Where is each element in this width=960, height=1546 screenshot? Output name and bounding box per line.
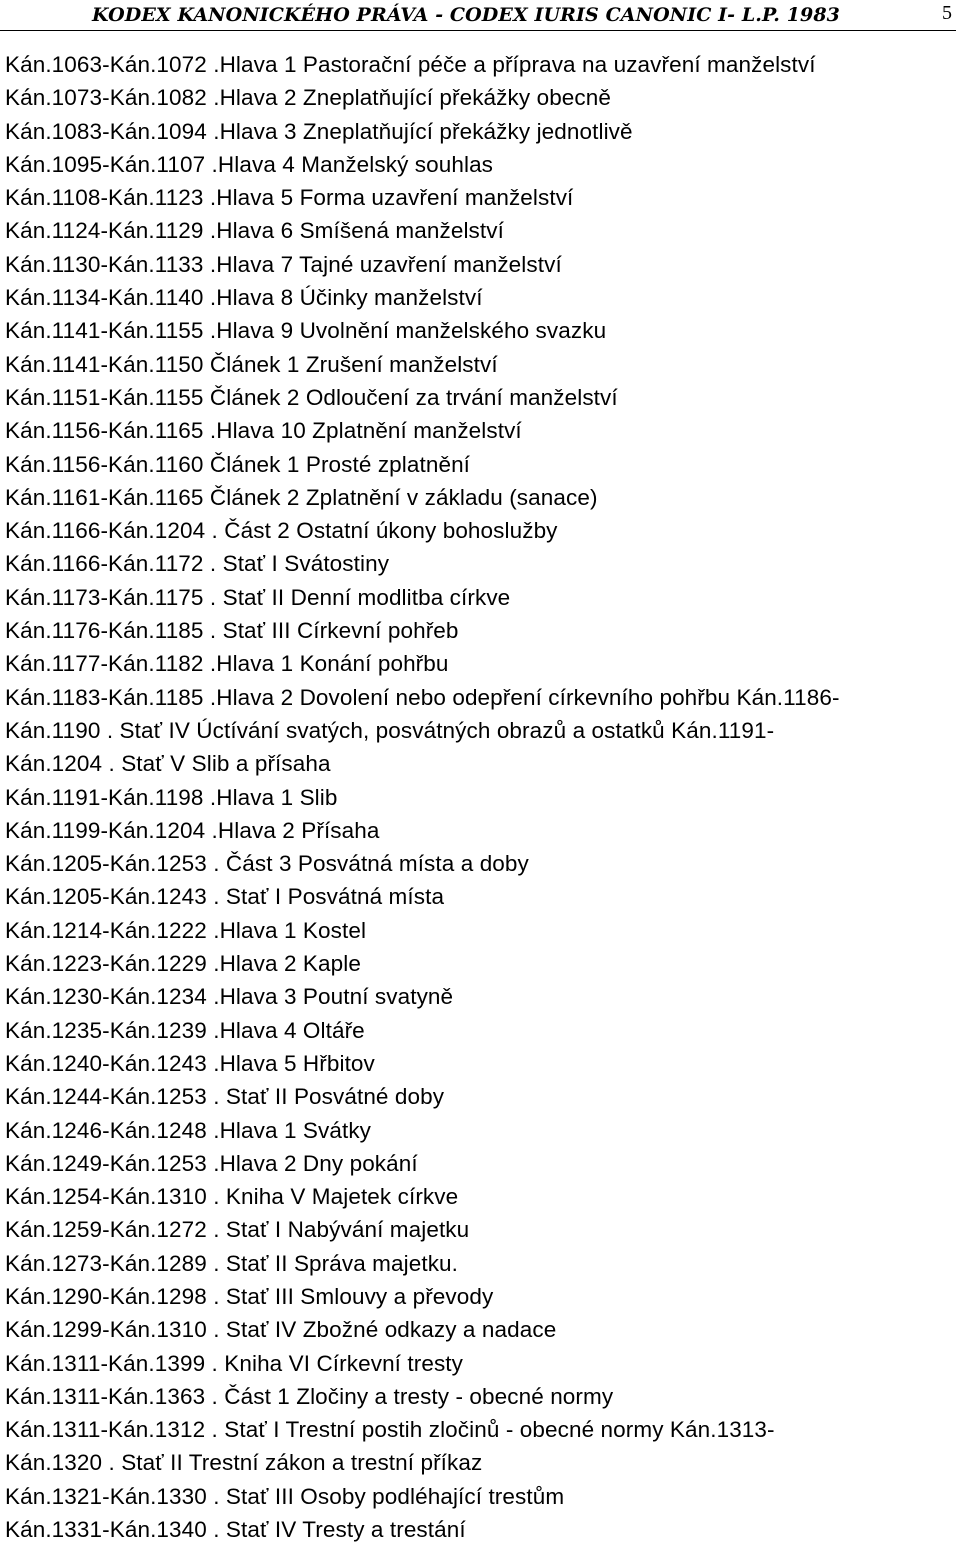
toc-line: Kán.1290-Kán.1298 . Stať III Smlouvy a převody [5,1283,494,1309]
page-header [0,0,956,31]
toc-line: Kán.1130-Kán.1133 .Hlava 7 Tajné uzavření manželství [5,251,562,277]
toc-line: Kán.1235-Kán.1239 .Hlava 4 Oltáře [5,1017,365,1043]
toc-line: Kán.1321-Kán.1330 . Stať III Osoby podléhající trestům [5,1483,565,1509]
toc-line: Kán.1214-Kán.1222 .Hlava 1 Kostel [5,917,367,943]
toc-line: Kán.1223-Kán.1229 .Hlava 2 Kaple [5,951,361,977]
toc-line: Kán.1141-Kán.1155 .Hlava 9 Uvolnění manželského svazku [5,318,607,344]
toc-line: Kán.1320 . Stať II Trestní zákon a trestní příkaz [5,1450,483,1476]
toc-line: Kán.1191-Kán.1198 .Hlava 1 Slib [5,784,338,810]
toc-line: Kán.1108-Kán.1123 .Hlava 5 Forma uzavření manželství [5,185,574,211]
toc-line: Kán.1173-Kán.1175 . Stať II Denní modlitba církve [5,584,511,610]
toc-line: Kán.1156-Kán.1165 .Hlava 10 Zplatnění manželství [5,418,522,444]
toc-line: Kán.1254-Kán.1310 . Kniha V Majetek církve [5,1184,459,1210]
toc-line: Kán.1249-Kán.1253 .Hlava 2 Dny pokání [5,1150,418,1176]
toc-line: Kán.1063-Kán.1072 .Hlava 1 Pastorační péče a příprava na uzavření manželství [5,52,816,77]
toc-line: Kán.1244-Kán.1253 . Stať II Posvátné doby [5,1084,445,1110]
toc-line: Kán.1204 . Stať V Slib a přísaha [5,751,331,777]
toc-line: Kán.1176-Kán.1185 . Stať III Církevní pohřeb [5,618,459,644]
toc-line: Kán.1134-Kán.1140 .Hlava 8 Účinky manželství [5,285,483,311]
toc-line: Kán.1240-Kán.1243 .Hlava 5 Hřbitov [5,1050,375,1076]
toc-line: Kán.1177-Kán.1182 .Hlava 1 Konání pohřbu [5,651,449,677]
toc-line: Kán.1259-Kán.1272 . Stať I Nabývání majetku [5,1217,470,1243]
toc-line: Kán.1166-Kán.1204 . Část 2 Ostatní úkony bohoslužby [5,518,558,544]
toc-line: Kán.1141-Kán.1150 Článek 1 Zrušení manželství [5,351,498,377]
toc-line: Kán.1299-Kán.1310 . Stať IV Zbožné odkazy a nadace [5,1317,557,1343]
toc-line: Kán.1166-Kán.1172 . Stať I Svátostiny [5,551,390,577]
page-number: 5 [942,2,952,24]
toc-line: Kán.1205-Kán.1253 . Část 3 Posvátná místa a doby [5,851,529,877]
toc-line: Kán.1311-Kán.1363 . Část 1 Zločiny a tresty - obecné normy [5,1383,614,1409]
toc-line: Kán.1073-Kán.1082 .Hlava 2 Zneplatňující překážky obecně [5,85,611,111]
toc-line: Kán.1205-Kán.1243 . Stať I Posvátná místa [5,884,445,910]
toc-line: Kán.1331-Kán.1340 . Stať IV Tresty a trestání [5,1517,466,1543]
toc-line: Kán.1246-Kán.1248 .Hlava 1 Svátky [5,1117,372,1143]
toc-line: Kán.1273-Kán.1289 . Stať II Správa majetku. [5,1250,459,1276]
toc-line: Kán.1156-Kán.1160 Článek 1 Prosté zplatnění [5,451,471,477]
toc-line: Kán.1124-Kán.1129 .Hlava 6 Smíšená manželství [5,218,504,244]
running-header-title: KODEX KANONICKÉHO PRÁVA - CODEX IURIS CANONIC I- L.P. 1983 [92,4,840,26]
toc-line: Kán.1199-Kán.1204 .Hlava 2 Přísaha [5,817,380,843]
toc-line: Kán.1095-Kán.1107 .Hlava 4 Manželský souhlas [5,151,494,177]
toc-line: Kán.1151-Kán.1155 Článek 2 Odloučení za trvání manželství [5,384,618,410]
toc-line: Kán.1311-Kán.1399 . Kniha VI Církevní tresty [5,1350,463,1376]
toc-line: Kán.1190 . Stať IV Úctívání svatých, posvátných obrazů a ostatků Kán.1191- [5,717,775,743]
toc-line: Kán.1161-Kán.1165 Článek 2 Zplatnění v základu (sanace) [5,484,598,510]
toc-line: Kán.1230-Kán.1234 .Hlava 3 Poutní svatyně [5,984,454,1010]
toc-line: Kán.1083-Kán.1094 .Hlava 3 Zneplatňující překážky jednotlivě [5,118,633,144]
toc-line: Kán.1183-Kán.1185 .Hlava 2 Dovolení nebo odepření církevního pohřbu Kán.1186- [5,684,840,710]
table-of-contents [5,48,955,1546]
toc-line: Kán.1311-Kán.1312 . Stať I Trestní postih zločinů - obecné normy Kán.1313- [5,1417,775,1443]
